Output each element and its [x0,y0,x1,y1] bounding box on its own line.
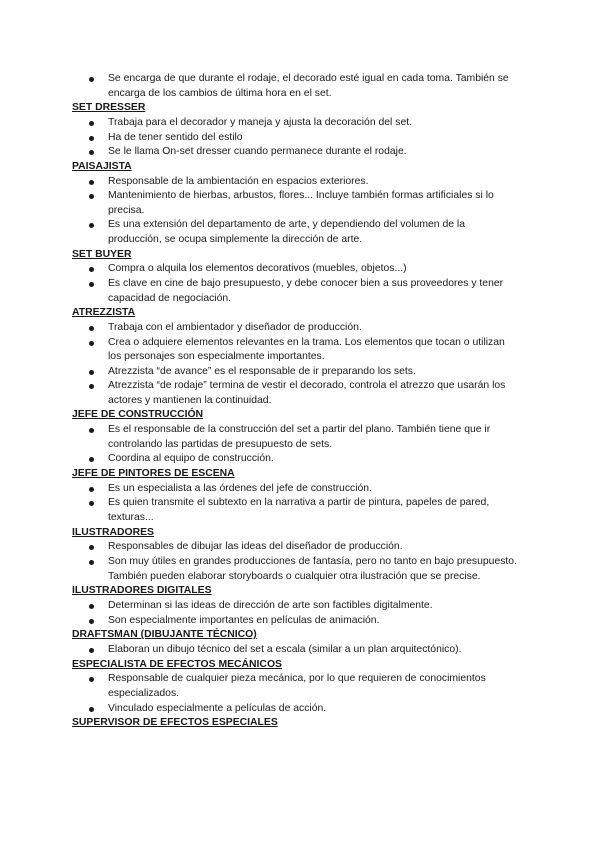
bullet-dot-icon [89,619,94,624]
bullet-dot-icon [89,267,94,272]
bullet-dot-icon [89,384,94,389]
bullet-dot-icon [89,77,94,82]
section [72,306,520,408]
sections-container [72,101,520,731]
section-bullet-list [72,599,520,628]
list-item [72,482,520,497]
bullet-text: Atrezzista “de avance” es el responsable de ir preparando los sets. [108,365,416,377]
section-heading: ATREZZISTA [72,307,136,319]
bullet-text: Es un especialista a las órdenes del jefe de construcción. [108,482,372,494]
bullet-text: Se le llama On-set dresser cuando permanece durante el rodaje. [108,146,407,158]
bullet-text: Ha de tener sentido del estilo [108,131,243,143]
section-bullet-list [72,116,520,160]
section-bullet-list [72,262,520,306]
section [72,101,520,160]
bullet-text: Es una extensión del departamento de arte, y dependiendo del volumen de la producción, se ocupa simplemente la dirección de arte. [108,219,465,245]
bullet-dot-icon [89,121,94,126]
list-item [72,175,520,190]
bullet-dot-icon [89,150,94,155]
bullet-text: Trabaja para el decorador y maneja y ajusta la decoración del set. [108,116,413,128]
section [72,628,520,657]
bullet-dot-icon [89,487,94,492]
bullet-text: Compra o alquila los elementos decorativos (muebles, objetos...) [108,263,407,275]
bullet-text: Vinculado especialmente a películas de acción. [108,702,327,714]
bullet-dot-icon [89,223,94,228]
section-bullet-list [72,321,520,409]
list-item [72,277,520,306]
list-item [72,262,520,277]
bullet-text: Es clave en cine de bajo presupuesto, y debe conocer bien a sus proveedores y tener capacidad de negociación. [108,277,504,304]
bullet-dot-icon [89,194,94,199]
list-item [72,614,520,629]
bullet-dot-icon [89,545,94,550]
intro-bullet [72,72,520,101]
bullet-dot-icon [89,501,94,506]
bullet-dot-icon [89,457,94,462]
section-bullet-list [72,643,520,658]
bullet-text: Se encarga de que durante el rodaje, el decorado esté igual en cada toma. También se encarga de los cambios de última hora en el set. [108,73,509,99]
bullet-dot-icon [89,180,94,185]
bullet-text: Son muy útiles en grandes producciones de fantasía, pero no tanto en bajo presupuesto. También pueden elaborar storyboards o cualquier otra ilustración que se precise. [108,556,517,582]
bullet-dot-icon [89,341,94,346]
bullet-text: Atrezzista “de rodaje” termina de vestir el decorado, controla el atrezzo que usarán los actores y mantienen la continuidad. [108,380,506,406]
section-heading: JEFE DE PINTORES DE ESCENA [72,468,235,480]
list-item [72,702,520,717]
list-item [72,452,520,467]
section-heading: ILUSTRADORES DIGITALES [72,585,212,597]
bullet-text: Trabaja con el ambientador y diseñador de producción. [108,321,362,333]
list-item [72,116,520,131]
section-bullet-list [72,540,520,584]
list-item [72,189,520,218]
section-bullet-list [72,423,520,467]
list-item [72,321,520,336]
section-bullet-list [72,672,520,716]
bullet-dot-icon [89,604,94,609]
bullet-text: Es el responsable de la construcción del set a partir del plano. También tiene que ir controlando las partidas de presupuesto de sets. [108,424,491,450]
bullet-text: Determinan si las ideas de dirección de arte son factibles digitalmente. [108,600,433,611]
section [72,658,520,717]
section-bullet-list [72,482,520,526]
bullet-text: Es quien transmite el subtexto en la narrativa a partir de pintura, papeles de pared, texturas... [108,497,490,524]
bullet-text: Coordina al equipo de construcción. [108,453,274,465]
list-item [72,599,520,614]
bullet-text: Responsables de dibujar las ideas del diseñador de producción. [108,541,403,553]
bullet-text: Responsable de la ambientación en espacios exteriores. [108,175,369,187]
list-item [72,540,520,555]
section-heading: DRAFTSMAN (DIBUJANTE TÉCNICO) [72,629,257,641]
bullet-dot-icon [89,370,94,375]
section-heading: PAISAJISTA [72,160,132,172]
bullet-dot-icon [89,428,94,433]
section [72,526,520,585]
list-item [72,555,520,584]
bullet-text: Crea o adquiere elementos relevantes en la trama. Los elementos que tocan o utilizan los personajes son especialmente importantes. [108,336,505,363]
section [72,160,520,248]
section-heading: SUPERVISOR DE EFECTOS ESPECIALES [72,717,278,729]
bullet-dot-icon [89,326,94,331]
bullet-dot-icon [89,707,94,712]
section [72,248,520,307]
bullet-text: Son especialmente importantes en películas de animación. [108,614,380,626]
list-item [72,379,520,408]
list-item [72,496,520,525]
section-heading: ILUSTRADORES [72,526,154,538]
list-item [72,423,520,452]
section [72,584,520,628]
bullet-dot-icon [89,648,94,653]
intro-list [72,72,520,101]
list-item [72,336,520,365]
list-item [72,365,520,380]
list-item [72,643,520,658]
list-item [72,672,520,701]
section [72,408,520,467]
bullet-dot-icon [89,560,94,565]
bullet-text: Responsable de cualquier pieza mecánica, por lo que requieren de conocimientos especializados. [108,673,486,699]
section [72,716,520,731]
bullet-text: Mantenimiento de hierbas, arbustos, flores... Incluye también formas artificiales si lo precisa. [108,190,494,216]
bullet-dot-icon [89,282,94,287]
bullet-dot-icon [89,677,94,682]
section [72,467,520,526]
list-item [72,131,520,146]
section-heading: JEFE DE CONSTRUCCIÓN [72,409,204,421]
section-heading: SET BUYER [72,248,132,260]
list-item [72,145,520,160]
section-bullet-list [72,175,520,248]
bullet-dot-icon [89,136,94,141]
section-heading: ESPECIALISTA DE EFECTOS MECÁNICOS [72,658,282,670]
list-item [72,218,520,247]
section-heading: SET DRESSER [72,102,146,114]
bullet-text: Elaboran un dibujo técnico del set a escala (similar a un plan arquitectónico). [108,643,462,655]
